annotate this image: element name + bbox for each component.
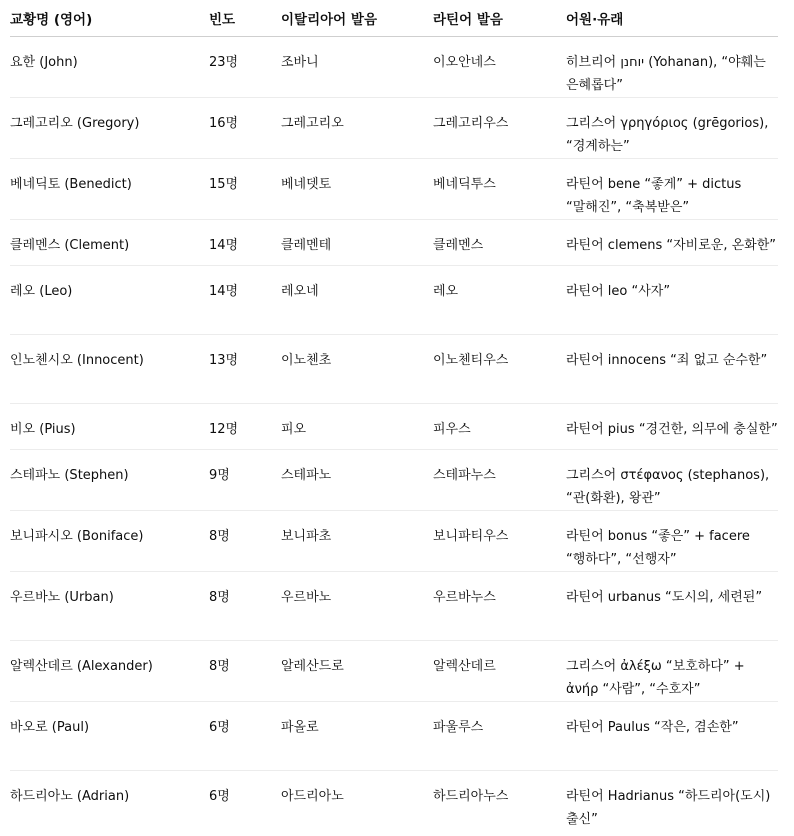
cell-etymology: 라틴어 bene “좋게” + dictus “말해진”, “축복받은” [566, 159, 778, 220]
header-italian: 이탈리아어 발음 [281, 0, 433, 37]
cell-latin: 이노첸티우스 [433, 335, 566, 404]
table-row [10, 641, 778, 702]
cell-italian: 파올로 [281, 702, 433, 771]
table-row [10, 335, 778, 404]
cell-frequency: 8명 [209, 641, 281, 702]
cell-frequency: 15명 [209, 159, 281, 220]
cell-etymology: 그리스어 γρηγόριος (grēgorios), “경계하는” [566, 98, 778, 159]
cell-frequency: 6명 [209, 789, 230, 804]
cell-latin: 스테파누스 [433, 450, 566, 511]
cell-etymology: 라틴어 leo “사자” [566, 266, 778, 335]
cell-pope-name: 베네딕토 (Benedict) [10, 159, 209, 220]
table-row [10, 450, 778, 511]
cell-frequency: 9명 [209, 450, 281, 511]
cell-italian: 피오 [281, 404, 433, 450]
table-row [10, 572, 778, 641]
cell-italian: 우르바노 [281, 572, 433, 641]
cell-pope-name: 요한 (John) [10, 37, 209, 98]
cell-frequency: 8명 [209, 511, 281, 572]
table-row [10, 404, 778, 450]
cell-latin: 피우스 [433, 404, 566, 450]
table-row [10, 771, 778, 832]
cell-etymology: 그리스어 ἀλέξω “보호하다” + ἀνήρ “사람”, “수호자” [566, 641, 778, 702]
cell-pope-name: 하드리아노 (Adrian) [10, 789, 130, 804]
cell-pope-name: 비오 (Pius) [10, 404, 209, 450]
cell-frequency: 23명 [209, 37, 281, 98]
cell-latin: 우르바누스 [433, 572, 566, 641]
cell-pope-name: 그레고리오 (Gregory) [10, 98, 209, 159]
header-latin: 라틴어 발음 [433, 0, 566, 37]
cell-italian: 베네뎃토 [281, 159, 433, 220]
cell-italian: 이노첸초 [281, 335, 433, 404]
table-row [10, 702, 778, 771]
cell-italian: 보니파초 [281, 511, 433, 572]
cell-pope-name: 알렉산데르 (Alexander) [10, 641, 209, 702]
cell-etymology: 라틴어 pius “경건한, 의무에 충실한” [566, 404, 778, 450]
cell-latin: 베네딕투스 [433, 159, 566, 220]
table-row [10, 266, 778, 335]
cell-italian: 클레멘테 [281, 220, 433, 266]
cell-pope-name: 스테파노 (Stephen) [10, 450, 209, 511]
table-row [10, 220, 778, 266]
cell-italian: 그레고리오 [281, 98, 433, 159]
cell-latin: 파울루스 [433, 702, 566, 771]
cell-latin: 보니파티우스 [433, 511, 566, 572]
cell-pope-name: 레오 (Leo) [10, 266, 209, 335]
cell-latin: 레오 [433, 266, 566, 335]
cell-italian: 스테파노 [281, 450, 433, 511]
cell-frequency: 12명 [209, 404, 281, 450]
pope-names-table [10, 0, 778, 831]
cell-frequency: 14명 [209, 220, 281, 266]
cell-etymology: 라틴어 clemens “자비로운, 온화한” [566, 220, 778, 266]
table-row [10, 511, 778, 572]
cell-frequency: 16명 [209, 98, 281, 159]
pope-names-table-container [10, 0, 778, 831]
header-etymology: 어원·유래 [566, 0, 778, 37]
cell-etymology: 라틴어 bonus “좋은” + facere “행하다”, “선행자” [566, 511, 778, 572]
cell-frequency: 13명 [209, 335, 281, 404]
cell-pope-name: 인노첸시오 (Innocent) [10, 335, 209, 404]
cell-frequency: 14명 [209, 266, 281, 335]
cell-latin: 하드리아누스 [433, 789, 509, 804]
cell-latin: 클레멘스 [433, 220, 566, 266]
header-row [10, 0, 778, 37]
cell-etymology: 라틴어 innocens “죄 없고 순수한” [566, 335, 778, 404]
cell-latin: 알렉산데르 [433, 641, 566, 702]
cell-latin: 이오안네스 [433, 37, 566, 98]
cell-pope-name: 보니파시오 (Boniface) [10, 511, 209, 572]
cell-italian: 아드리아노 [281, 789, 344, 804]
cell-italian: 조바니 [281, 37, 433, 98]
table-row [10, 98, 778, 159]
table-body [10, 37, 778, 832]
cell-etymology: 그리스어 στέφανος (stephanos), “관(화환), 왕관” [566, 450, 778, 511]
cell-etymology: 라틴어 urbanus “도시의, 세련된” [566, 572, 778, 641]
cell-pope-name: 우르바노 (Urban) [10, 572, 209, 641]
cell-italian: 알레산드로 [281, 641, 433, 702]
cell-pope-name: 바오로 (Paul) [10, 702, 209, 771]
table-row [10, 37, 778, 98]
cell-latin: 그레고리우스 [433, 98, 566, 159]
cell-etymology: 라틴어 Hadrianus “하드리아(도시) 출신” [566, 789, 771, 827]
cell-etymology: 라틴어 Paulus “작은, 겸손한” [566, 702, 778, 771]
header-frequency: 빈도 [209, 0, 281, 37]
cell-etymology: 히브리어 יוחנן (Yohanan), “야훼는 은혜롭다” [566, 37, 778, 98]
cell-frequency: 6명 [209, 702, 281, 771]
cell-pope-name: 클레멘스 (Clement) [10, 220, 209, 266]
table-row [10, 159, 778, 220]
table-header [10, 0, 778, 37]
header-pope-name: 교황명 (영어) [10, 0, 209, 37]
cell-frequency: 8명 [209, 572, 281, 641]
cell-italian: 레오네 [281, 266, 433, 335]
